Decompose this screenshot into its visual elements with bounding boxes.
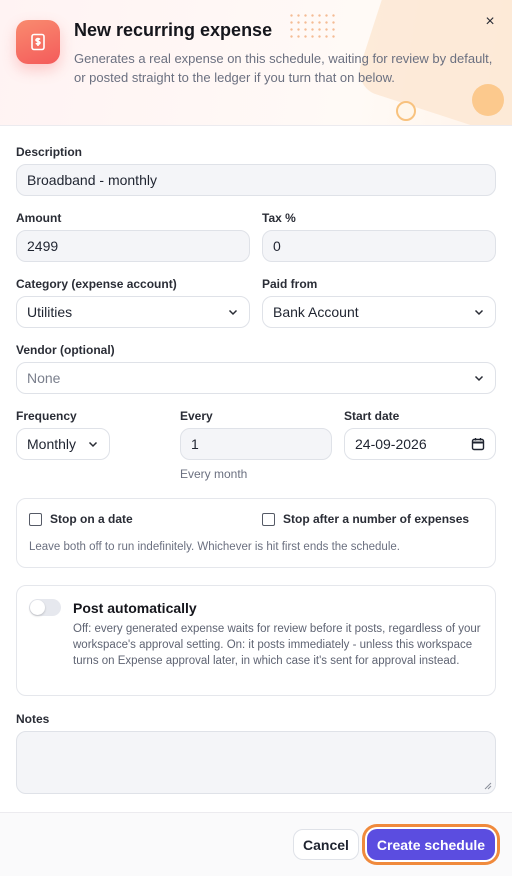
- paid-from-label: Paid from: [262, 277, 318, 291]
- vendor-label: Vendor (optional): [16, 343, 115, 357]
- category-value: Utilities: [27, 304, 73, 320]
- start-date-value: 24-09-2026: [355, 436, 427, 452]
- chevron-down-icon: [473, 306, 485, 318]
- resize-handle-icon[interactable]: [484, 782, 492, 790]
- description-value: Broadband - monthly: [27, 172, 157, 188]
- amount-value: 2499: [27, 238, 59, 254]
- toggle-knob: [30, 600, 45, 615]
- start-date-label: Start date: [344, 409, 400, 423]
- dialog-subtitle: Generates a real expense on this schedule, waiting for review by default, or posted straight to the ledger if you turn that on below.: [74, 51, 493, 85]
- amount-label: Amount: [16, 211, 62, 225]
- notes-textarea[interactable]: [16, 731, 496, 794]
- tax-value: 0: [273, 238, 281, 254]
- stop-on-date-label: Stop on a date: [50, 512, 133, 526]
- description-input[interactable]: [16, 164, 496, 196]
- start-date-input[interactable]: [344, 428, 496, 460]
- create-schedule-button[interactable]: Create schedule: [367, 829, 495, 860]
- post-automatically-description: Off: every generated expense waits for review before it posts, regardless of your workspace's approval setting. On: it posts immediately - unless this workspace turns on Expense approval later, in which case it's sent for approval instead.: [73, 623, 481, 667]
- stop-after-count-checkbox[interactable]: [262, 513, 275, 526]
- frequency-label: Frequency: [16, 409, 77, 423]
- chevron-down-icon: [473, 372, 485, 384]
- cancel-button[interactable]: Cancel: [293, 829, 359, 860]
- tax-input[interactable]: [262, 230, 496, 262]
- decorative-ring: [396, 101, 416, 121]
- stop-after-count-label: Stop after a number of expenses: [283, 512, 470, 526]
- dollar-document-icon: [16, 20, 60, 64]
- close-icon[interactable]: ×: [480, 12, 500, 32]
- amount-input[interactable]: [16, 230, 250, 262]
- every-label: Every: [180, 409, 213, 423]
- frequency-value: Monthly: [27, 436, 77, 452]
- stop-after-count-option[interactable]: [262, 512, 469, 526]
- every-value: 1: [191, 436, 199, 452]
- chevron-down-icon: [87, 438, 99, 450]
- category-select[interactable]: [16, 296, 250, 328]
- every-hint: Every month: [180, 467, 248, 481]
- notes-label: Notes: [16, 712, 50, 726]
- category-label: Category (expense account): [16, 277, 177, 291]
- dialog-title: New recurring expense: [74, 20, 273, 40]
- post-automatically-title: Post automatically: [73, 600, 197, 616]
- stop-on-date-checkbox[interactable]: [29, 513, 42, 526]
- paid-from-select[interactable]: [262, 296, 496, 328]
- chevron-down-icon: [227, 306, 239, 318]
- every-input[interactable]: [180, 428, 332, 460]
- description-label: Description: [16, 145, 83, 159]
- end-conditions-card: [16, 498, 496, 568]
- tax-label: Tax %: [262, 211, 296, 225]
- dialog-header: [0, 0, 512, 126]
- frequency-select[interactable]: [16, 428, 110, 460]
- paid-from-value: Bank Account: [273, 304, 359, 320]
- decorative-circle: [472, 84, 504, 116]
- vendor-select[interactable]: [16, 362, 496, 394]
- decorative-dots: [288, 12, 338, 42]
- calendar-icon[interactable]: [471, 437, 485, 451]
- vendor-value: None: [27, 370, 61, 386]
- stop-on-date-option[interactable]: [29, 512, 133, 526]
- end-conditions-hint: Leave both off to run indefinitely. Whichever is hit first ends the schedule.: [29, 541, 400, 553]
- post-automatically-toggle[interactable]: [29, 599, 61, 616]
